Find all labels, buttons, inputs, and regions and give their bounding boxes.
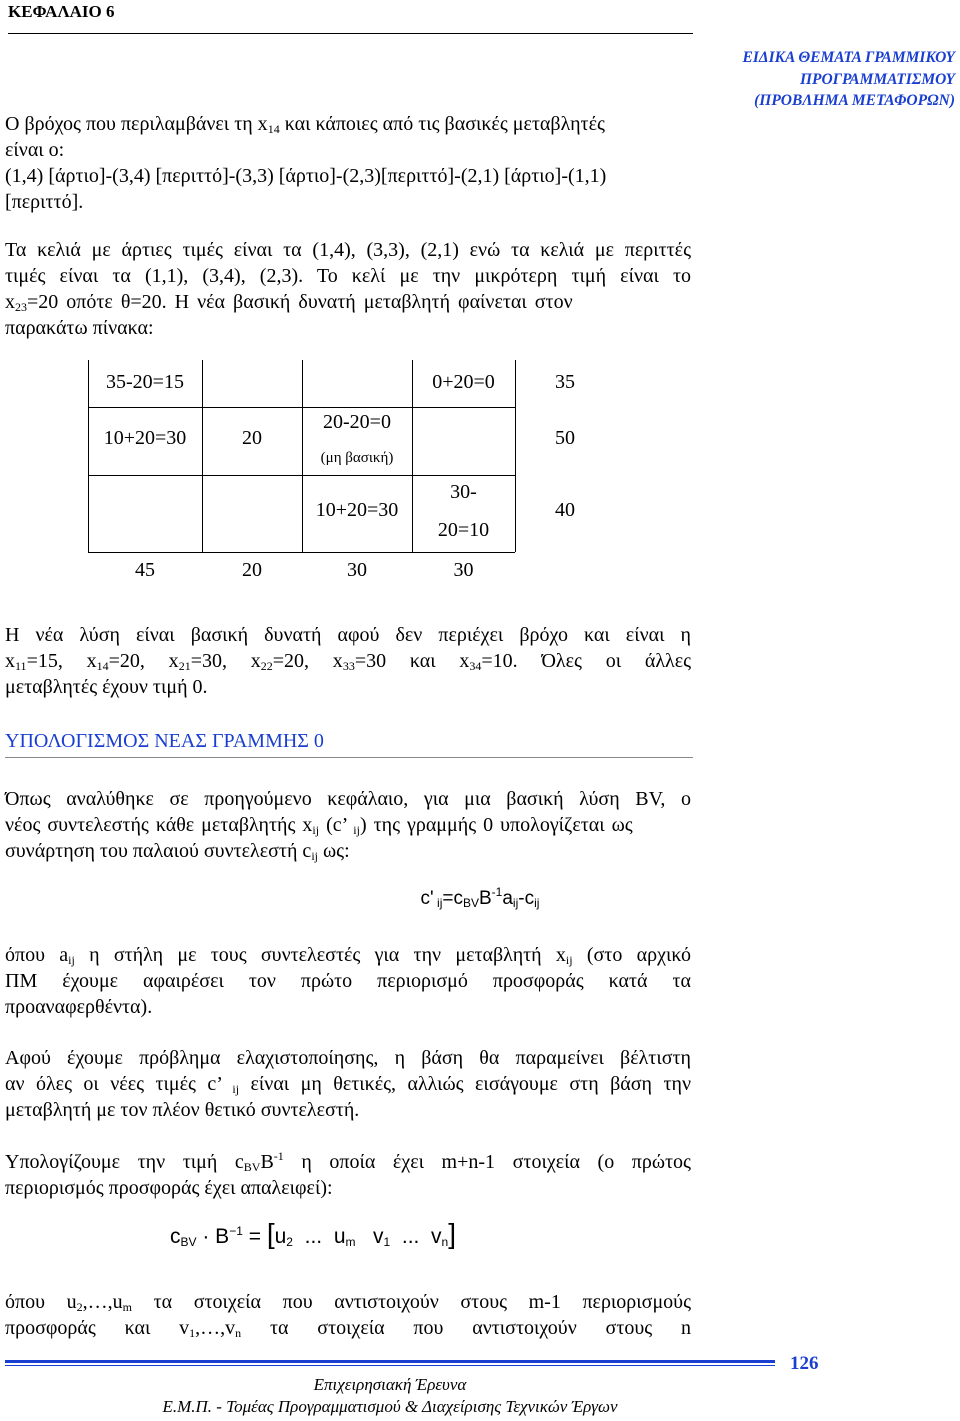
demand-value: 45 <box>135 559 155 581</box>
text-line: συνάρτηση του παλαιού συντελεστή $c_{ij}$ ως: <box>5 840 350 863</box>
paragraph-aij <box>5 942 691 1020</box>
text-line: (1,4) [άρτιο]-(3,4) [περιττό]-(3,3) [άρτιο]-(2,3)[περιττό]-(2,1) [άρτιο]-(1,1) <box>5 165 607 187</box>
text-line: τιμές είναι τα (1,1), (3,4), (2,3). Το κελί με την μικρότερη τιμή είναι το <box>5 265 691 287</box>
text-line: [περιττό]. <box>5 191 84 213</box>
transport-tableau <box>0 360 960 590</box>
text-line: αν όλες οι νέες τιμές c’ $_{ij}$ είναι μη θετικές, αλλιώς εισάγουμε στη βάση την <box>5 1073 691 1096</box>
page-number: 126 <box>790 1353 819 1374</box>
footer-rule <box>5 1365 775 1366</box>
demand-value: 30 <box>347 559 367 581</box>
grid-line <box>88 552 515 553</box>
text-line: μεταβλητή με τον πλέον θετικό συντελεστή. <box>5 1099 360 1121</box>
footer-line: Επιχειρησιακή Έρευνα <box>313 1375 467 1394</box>
text-line: Υπολογίζουμε την τιμή $c_{BV}B^{-1}$ η οποία έχει m+n-1 στοιχεία (ο πρώτος <box>5 1149 691 1174</box>
cell-value: 35-20=15 <box>106 371 184 393</box>
text-line: Αφού έχουμε πρόβλημα ελαχιστοποίησης, η βάση θα παραμείνει βέλτιστη <box>5 1047 691 1069</box>
text-line: Η νέα λύση είναι βασική δυνατή αφού δεν περιέχει βρόχο και είναι η <box>5 624 691 646</box>
grid-line <box>515 360 516 552</box>
text-line: μεταβλητές έχουν τιμή 0. <box>5 676 208 698</box>
text-line: είναι ο: <box>5 139 65 161</box>
section-title-line: (ΠΡΟΒΛΗΜΑ ΜΕΤΑΦΟΡΩΝ) <box>754 92 955 109</box>
header-rule <box>8 33 693 34</box>
text-line: $x_{23}=20$ οπότε θ=20. Η νέα βασική δυνατή μεταβλητή φαίνεται στον <box>5 291 573 314</box>
chapter-label: ΚΕΦΑΛΑΙΟ 6 <box>8 2 115 21</box>
cell-value: 10+20=30 <box>103 427 187 449</box>
paragraph-cells <box>5 237 691 341</box>
cell-value: 10+20=30 <box>315 499 399 521</box>
paragraph-uv <box>5 1289 691 1341</box>
grid-line <box>202 360 203 552</box>
cell-value: 20-20=0 <box>323 411 391 433</box>
footer-rule <box>5 1360 775 1363</box>
text-line: παρακάτω πίνακα: <box>5 317 154 339</box>
demand-value: 30 <box>453 559 474 581</box>
text-line: $x_{11}=15$, $x_{14}=20$, $x_{21}=30$, $x_{22}=20$, $x_{33}=30$ και $x_{34}=10$. Όλες οι άλλες <box>5 650 692 673</box>
text-line: περιορισμός προσφοράς έχει απαλειφεί): <box>5 1177 333 1199</box>
text-line: όπου $u_2,\dots,u_m$ τα στοιχεία που αντιστοιχούν στους m-1 περιορισμούς <box>5 1291 691 1314</box>
section-heading: ΥΠΟΛΟΓΙΣΜΟΣ ΝΕΑΣ ΓΡΑΜΜΗΣ 0 <box>5 730 324 752</box>
formula-new-coefficient: c' $_{ij}=c_{BV}B^{-1}a_{ij}-c_{ij}$ <box>420 885 540 910</box>
formula-cbv-binv: $c_{BV} \cdot B^{-1} = [u_2$ ... $u_m$ $v_1$ ... $v_n$] <box>170 1218 457 1249</box>
supply-value: 40 <box>555 499 575 521</box>
paragraph-compute <box>5 1149 691 1201</box>
cell-value: 20=10 <box>437 519 490 541</box>
text-line: Τα κελιά με άρτιες τιμές είναι τα (1,4), (3,3), (2,1) ενώ τα κελιά με περιττές <box>5 239 691 261</box>
supply-value: 50 <box>555 427 575 449</box>
cell-value: 30- <box>450 481 477 503</box>
paragraph-bv <box>5 786 691 864</box>
text-line: όπου $a_{ij}$ η στήλη με τους συντελεστές για την μεταβλητή $x_{ij}$ (στο αρχικό <box>5 944 691 967</box>
text-line: Ο βρόχος που περιλαμβάνει τη $x_{14}$ και κάποιες από τις βασικές μεταβλητές <box>5 113 605 136</box>
section-title <box>695 47 955 112</box>
text-line: ΠΜ έχουμε αφαιρέσει τον πρώτο περιορισμό προσφοράς κατά τα <box>5 970 691 992</box>
text-line: προαναφερθέντα). <box>5 996 153 1018</box>
demand-value: 20 <box>242 559 262 581</box>
section-title-line: ΕΙΔΙΚΑ ΘΕΜΑΤΑ ΓΡΑΜΜΙΚΟΥ <box>742 49 955 66</box>
text-line: προσφοράς και $v_1,\dots,v_n$ τα στοιχεία που αντιστοιχούν στους n <box>5 1317 691 1340</box>
heading-rule <box>5 757 693 758</box>
section-title-line: ΠΡΟΓΡΑΜΜΑΤΙΣΜΟΥ <box>799 70 955 88</box>
text-line: Όπως αναλύθηκε σε προηγούμενο κεφάλαιο, για μια βασική λύση BV, ο <box>5 788 691 810</box>
paragraph-new-solution <box>5 622 691 700</box>
paragraph-optimality <box>5 1045 691 1123</box>
cell-value: 20 <box>242 427 262 449</box>
supply-value: 35 <box>555 371 575 393</box>
cell-value: 0+20=0 <box>432 371 495 393</box>
paragraph-loop <box>5 111 691 215</box>
cell-note: (μη βασική) <box>320 450 394 466</box>
footer-line: Ε.Μ.Π. - Τομέας Προγραμματισμού & Διαχείρισης Τεχνικών Έργων <box>162 1397 618 1416</box>
text-line: νέος συντελεστής κάθε μεταβλητής $x_{ij}$ (c’ $_{ij}$) της γραμμής 0 υπολογίζεται ως <box>5 814 633 837</box>
